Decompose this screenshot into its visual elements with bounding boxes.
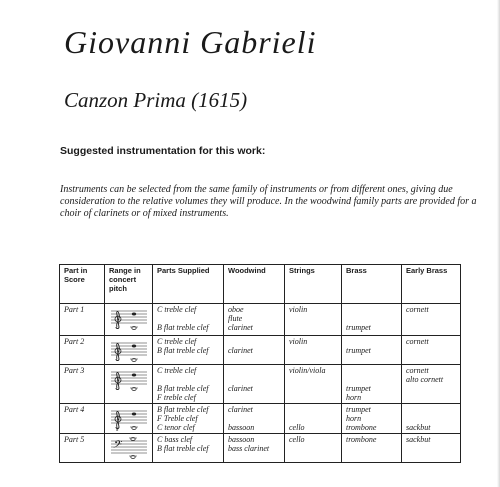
header-part: Part in Score: [60, 265, 105, 304]
woodwind-entry: clarinet: [228, 323, 253, 332]
range-staff: [105, 434, 153, 463]
range-staff: [105, 404, 153, 434]
early-brass-entry: alto cornett: [406, 375, 444, 384]
brass-entry: [346, 366, 397, 375]
table-row: [60, 404, 461, 434]
cell-early-brass: [402, 365, 461, 404]
cell-brass: [342, 304, 402, 336]
part-label: Part 3: [60, 365, 105, 404]
cell-early-brass: [402, 304, 461, 336]
part-label: Part 4: [60, 404, 105, 434]
staff-range-icon: [109, 405, 149, 431]
header-woodwind: Woodwind: [224, 265, 285, 304]
brass-entry: trumpet: [346, 323, 371, 332]
table-row: [60, 434, 461, 463]
early-brass-entry: [406, 384, 456, 393]
header-early-brass: Early Brass: [402, 265, 461, 304]
cell-strings: [285, 404, 342, 434]
parts-supplied-entry: F Treble clef: [157, 414, 198, 423]
cell-woodwind: [224, 365, 285, 404]
parts-supplied-entry: B flat treble clef: [157, 405, 209, 414]
range-staff: [105, 336, 153, 365]
cell-woodwind: [224, 404, 285, 434]
strings-entry: violin/viola: [289, 366, 326, 375]
woodwind-entry: clarinet: [228, 405, 253, 414]
brass-entry: [346, 337, 397, 346]
cell-parts-supplied: [153, 365, 224, 404]
early-brass-entry: [406, 444, 456, 453]
brass-entry: horn: [346, 393, 362, 402]
parts-supplied-entry: B flat treble clef: [157, 346, 209, 355]
brass-entry: horn: [346, 414, 362, 423]
woodwind-entry: clarinet: [228, 384, 253, 393]
early-brass-entry: cornett: [406, 305, 429, 314]
table-header-row: [60, 265, 461, 304]
strings-entry: [289, 375, 337, 384]
strings-entry: violin: [289, 305, 308, 314]
instrumentation-table: [59, 264, 461, 463]
range-staff: [105, 365, 153, 404]
parts-supplied-entry: C treble clef: [157, 366, 197, 375]
strings-entry: cello: [289, 435, 305, 444]
brass-entry: trumpet: [346, 384, 371, 393]
brass-entry: trombone: [346, 435, 377, 444]
cell-brass: [342, 404, 402, 434]
cell-parts-supplied: [153, 434, 224, 463]
cell-woodwind: [224, 336, 285, 365]
cell-woodwind: [224, 304, 285, 336]
strings-entry: [289, 314, 337, 323]
header-strings: Strings: [285, 265, 342, 304]
cell-parts-supplied: [153, 404, 224, 434]
composer-name: Giovanni Gabrieli: [64, 24, 317, 60]
parts-supplied-entry: B flat treble clef: [157, 444, 209, 453]
parts-supplied-entry: C treble clef: [157, 337, 197, 346]
cell-strings: [285, 434, 342, 463]
cell-strings: [285, 365, 342, 404]
parts-supplied-entry: C treble clef: [157, 305, 197, 314]
woodwind-entry: bass clarinet: [228, 444, 270, 453]
parts-supplied-entry: B flat treble clef: [157, 323, 209, 332]
woodwind-entry: [228, 337, 280, 346]
strings-entry: [289, 393, 337, 402]
svg-text:𝄢: 𝄢: [112, 439, 121, 454]
staff-range-icon: [109, 435, 149, 461]
parts-supplied-entry: [157, 314, 219, 323]
strings-entry: violin: [289, 337, 308, 346]
woodwind-entry: [228, 366, 280, 375]
piece-title: Canzon Prima (1615): [64, 88, 248, 112]
cell-brass: [342, 336, 402, 365]
early-brass-entry: [406, 393, 456, 402]
brass-entry: trombone: [346, 423, 377, 432]
svg-text:8: 8: [116, 427, 119, 431]
parts-supplied-entry: [157, 375, 219, 384]
cell-parts-supplied: [153, 336, 224, 365]
header-brass: Brass: [342, 265, 402, 304]
early-brass-entry: [406, 405, 456, 414]
parts-supplied-entry: C tenor clef: [157, 423, 195, 432]
early-brass-entry: sackbut: [406, 435, 431, 444]
early-brass-entry: cornett: [406, 337, 429, 346]
brass-entry: [346, 314, 397, 323]
parts-supplied-entry: B flat treble clef: [157, 384, 209, 393]
woodwind-entry: bassoon: [228, 423, 255, 432]
woodwind-entry: flute: [228, 314, 243, 323]
staff-range-icon: [109, 337, 149, 363]
part-label: Part 1: [60, 304, 105, 336]
staff-range-icon: [109, 305, 149, 331]
strings-entry: [289, 444, 337, 453]
brass-entry: trumpet: [346, 346, 371, 355]
early-brass-entry: sackbut: [406, 423, 431, 432]
cell-brass: [342, 365, 402, 404]
suggested-heading: Suggested instrumentation for this work:: [60, 145, 266, 157]
header-parts-supplied: Parts Supplied: [153, 265, 224, 304]
header-range: Range in concert pitch: [105, 265, 153, 304]
woodwind-entry: [228, 414, 280, 423]
early-brass-entry: [406, 346, 456, 355]
strings-entry: [289, 384, 337, 393]
brass-entry: [346, 444, 397, 453]
cell-early-brass: [402, 434, 461, 463]
brass-entry: trumpet: [346, 405, 371, 414]
woodwind-entry: clarinet: [228, 346, 253, 355]
woodwind-entry: bassoon: [228, 435, 255, 444]
part-label: Part 5: [60, 434, 105, 463]
cell-parts-supplied: [153, 304, 224, 336]
cell-early-brass: [402, 336, 461, 365]
brass-entry: [346, 375, 397, 384]
early-brass-entry: [406, 314, 456, 323]
woodwind-entry: [228, 375, 280, 384]
strings-entry: cello: [289, 423, 305, 432]
cell-strings: [285, 304, 342, 336]
strings-entry: [289, 414, 337, 423]
cell-strings: [285, 336, 342, 365]
staff-range-icon: [109, 366, 149, 392]
range-staff: [105, 304, 153, 336]
cell-woodwind: [224, 434, 285, 463]
table-row: [60, 365, 461, 404]
woodwind-entry: oboe: [228, 305, 244, 314]
brass-entry: [346, 305, 397, 314]
woodwind-entry: [228, 393, 280, 402]
early-brass-entry: cornett: [406, 366, 429, 375]
strings-entry: [289, 405, 337, 414]
strings-entry: [289, 346, 337, 355]
early-brass-entry: [406, 414, 456, 423]
parts-supplied-entry: C bass clef: [157, 435, 193, 444]
strings-entry: [289, 323, 337, 332]
parts-supplied-entry: F treble clef: [157, 393, 196, 402]
table-row: [60, 336, 461, 365]
table-row: [60, 304, 461, 336]
early-brass-entry: [406, 323, 456, 332]
cell-early-brass: [402, 404, 461, 434]
cell-brass: [342, 434, 402, 463]
part-label: Part 2: [60, 336, 105, 365]
instrumentation-notes: Instruments can be selected from the same family of instruments or from different ones, giving due consideration to the relative volumes they will produce. In the woodwind family parts are provided for a choir of clarinets or of mixed instruments.: [60, 184, 477, 219]
